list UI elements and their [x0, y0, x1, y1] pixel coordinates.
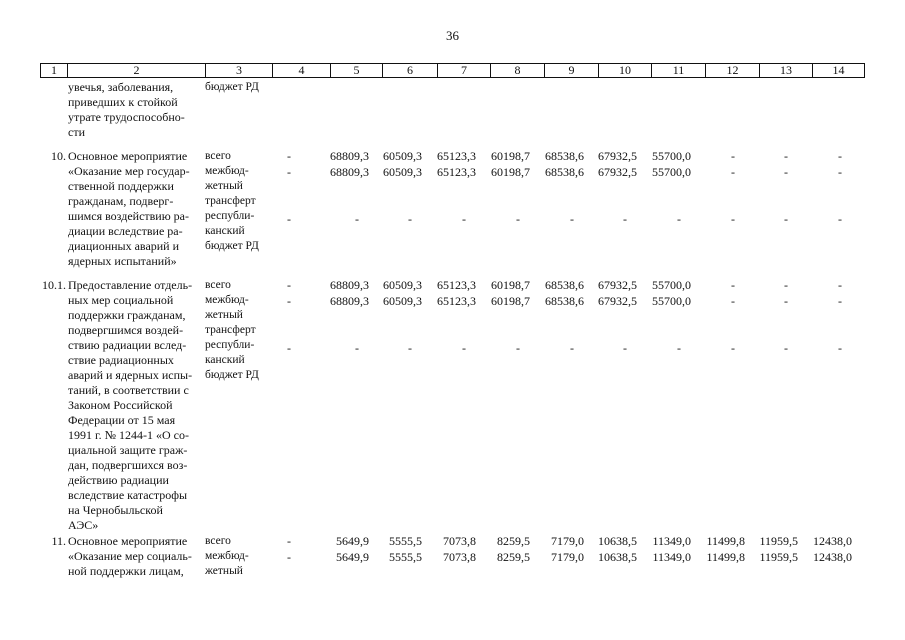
cell-value: -	[838, 212, 842, 226]
cell-value: -	[408, 341, 412, 355]
cell-value: 10638,5	[598, 550, 637, 564]
cell-value: -	[287, 341, 291, 355]
cell-value: 11349,0	[652, 534, 691, 548]
cell-value: 7073,8	[443, 550, 476, 564]
cell-value: -	[784, 212, 788, 226]
cell-value: -	[731, 212, 735, 226]
cell-value: 55700,0	[652, 294, 691, 308]
cell-value: -	[784, 149, 788, 163]
cell-value: 60198,7	[491, 278, 530, 292]
cell-value: -	[784, 294, 788, 308]
cell-value: 55700,0	[652, 278, 691, 292]
column-number: 1	[41, 64, 68, 78]
cell-value: 60198,7	[491, 149, 530, 163]
funding-source: всего межбюд- жетный	[205, 535, 249, 577]
column-number: 13	[760, 64, 813, 78]
cell-value: 68809,3	[330, 294, 369, 308]
funding-source: всего межбюд- жетный трансферт республи- канский бюджет РД	[205, 150, 259, 252]
row-description: Основное мероприятие «Оказание мер социаль- ной поддержки лицам,	[68, 534, 192, 578]
cell-value: 68538,6	[545, 149, 584, 163]
column-header-row	[40, 63, 865, 78]
cell-value: -	[623, 212, 627, 226]
cell-value: 7073,8	[443, 534, 476, 548]
cell-value: -	[731, 278, 735, 292]
column-number: 12	[706, 64, 760, 78]
cell-value: 60198,7	[491, 294, 530, 308]
cell-value: 60509,3	[383, 278, 422, 292]
cell-value: 68538,6	[545, 294, 584, 308]
cell-value: 65123,3	[437, 149, 476, 163]
cell-value: -	[287, 212, 291, 226]
cell-value: 60509,3	[383, 165, 422, 179]
row-number: 10.1.	[42, 278, 66, 292]
row-number: 10.	[51, 149, 66, 163]
cell-value: 67932,5	[598, 165, 637, 179]
column-number: 3	[206, 64, 273, 78]
column-number: 10	[599, 64, 652, 78]
cell-value: -	[731, 165, 735, 179]
cell-value: 5555,5	[389, 550, 422, 564]
cell-value: 5555,5	[389, 534, 422, 548]
cell-value: 68538,6	[545, 165, 584, 179]
cell-value: 5649,9	[336, 550, 369, 564]
cell-value: -	[570, 212, 574, 226]
cell-value: -	[784, 165, 788, 179]
cell-value: 11499,8	[706, 550, 745, 564]
cell-value: -	[516, 341, 520, 355]
cell-value: -	[570, 341, 574, 355]
row-number: 11.	[51, 534, 66, 548]
cell-value: 8259,5	[497, 550, 530, 564]
cell-value: 10638,5	[598, 534, 637, 548]
cell-value: 68809,3	[330, 278, 369, 292]
cell-value: -	[462, 212, 466, 226]
cell-value: -	[355, 212, 359, 226]
cell-value: 68809,3	[330, 165, 369, 179]
cell-value: 65123,3	[437, 165, 476, 179]
cell-value: 5649,9	[336, 534, 369, 548]
cell-value: -	[287, 165, 291, 179]
cell-value: -	[516, 212, 520, 226]
column-number: 6	[383, 64, 438, 78]
cell-value: 60509,3	[383, 149, 422, 163]
cell-value: 11959,5	[759, 534, 798, 548]
cell-value: -	[838, 165, 842, 179]
cell-value: 67932,5	[598, 149, 637, 163]
column-number: 14	[813, 64, 865, 78]
column-number: 5	[331, 64, 383, 78]
column-number: 9	[545, 64, 599, 78]
cell-value: -	[838, 341, 842, 355]
cell-value: 7179,0	[551, 534, 584, 548]
continuation-source: бюджет РД	[205, 81, 259, 93]
cell-value: 60198,7	[491, 165, 530, 179]
cell-value: -	[408, 212, 412, 226]
cell-value: -	[838, 278, 842, 292]
cell-value: 60509,3	[383, 294, 422, 308]
cell-value: 67932,5	[598, 294, 637, 308]
cell-value: 11499,8	[706, 534, 745, 548]
cell-value: -	[355, 341, 359, 355]
cell-value: 67932,5	[598, 278, 637, 292]
cell-value: 8259,5	[497, 534, 530, 548]
column-number: 4	[273, 64, 331, 78]
cell-value: -	[287, 149, 291, 163]
cell-value: -	[731, 294, 735, 308]
row-description: Предоставление отдель- ных мер социальной поддержки гражданам, подвергшимся воздей- ствию радиации вслед- ствие радиационных аварий и ядерных испы- таний, в соответствии с Законом Российской Федерации от 15 мая 1991 г. № 1244-1 «О со- циальной защите граж- дан, подвергшихся воз- действию радиации вследствие катастрофы на Чернобыльской АЭС»	[68, 278, 193, 532]
column-number: 7	[438, 64, 491, 78]
cell-value: -	[287, 278, 291, 292]
cell-value: 11349,0	[652, 550, 691, 564]
cell-value: 68538,6	[545, 278, 584, 292]
cell-value: -	[287, 550, 291, 564]
cell-value: -	[731, 341, 735, 355]
cell-value: -	[784, 278, 788, 292]
cell-value: -	[677, 212, 681, 226]
continuation-description: увечья, заболевания, приведших к стойкой утрате трудоспособно- сти	[68, 80, 185, 139]
cell-value: 12438,0	[813, 534, 852, 548]
cell-value: -	[838, 294, 842, 308]
cell-value: -	[287, 294, 291, 308]
funding-source: всего межбюд- жетный трансферт республи- канский бюджет РД	[205, 279, 259, 381]
cell-value: 68809,3	[330, 149, 369, 163]
cell-value: -	[287, 534, 291, 548]
cell-value: -	[731, 149, 735, 163]
cell-value: 65123,3	[437, 294, 476, 308]
cell-value: 7179,0	[551, 550, 584, 564]
cell-value: -	[677, 341, 681, 355]
column-number: 11	[652, 64, 706, 78]
cell-value: 12438,0	[813, 550, 852, 564]
cell-value: 65123,3	[437, 278, 476, 292]
cell-value: 55700,0	[652, 149, 691, 163]
cell-value: -	[462, 341, 466, 355]
cell-value: 55700,0	[652, 165, 691, 179]
column-number: 2	[68, 64, 206, 78]
cell-value: 11959,5	[759, 550, 798, 564]
cell-value: -	[784, 341, 788, 355]
cell-value: -	[623, 341, 627, 355]
cell-value: -	[838, 149, 842, 163]
page-number: 36	[446, 28, 459, 43]
row-description: Основное мероприятие «Оказание мер государ- ственной поддержки гражданам, подверг- шимся воздействию ра- диации вследствие ра- диационных аварий и ядерных испытаний»	[68, 149, 190, 268]
column-number: 8	[491, 64, 545, 78]
